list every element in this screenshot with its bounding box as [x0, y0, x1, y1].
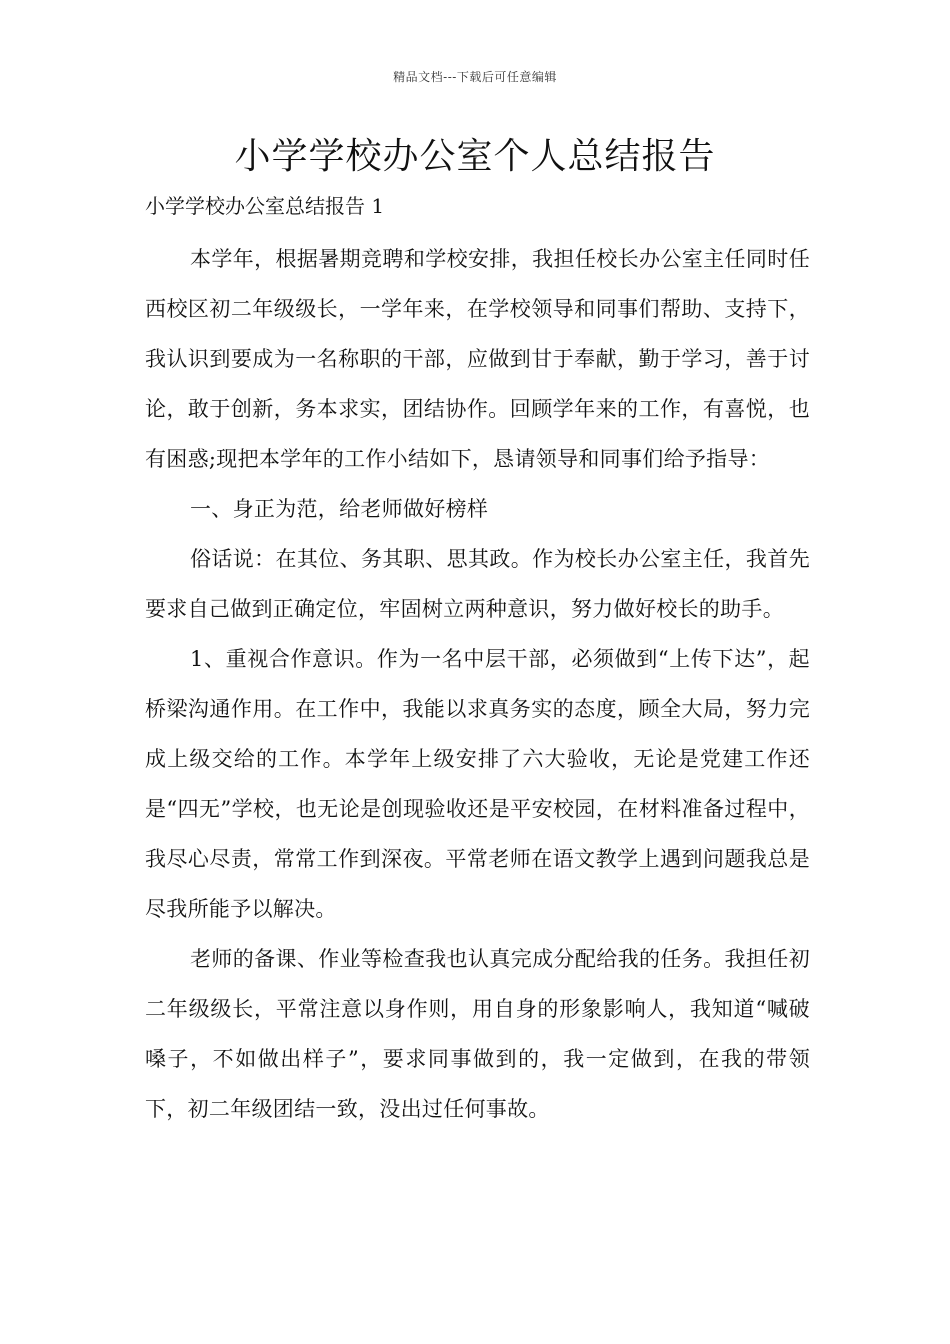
document-subtitle: 小学学校办公室总结报告 1	[145, 194, 385, 218]
paragraph-grade-leader: 老师的备课、作业等检查我也认真完成分配给我的任务。我担任初二年级级长，平常注意以身作则，用自身的形象影响人，我知道“喊破嗓子，不如做出样子”，要求同事做到的，我一定做到，在我的带领下，初二年级团结一致，没出过任何事故。	[145, 947, 810, 1121]
paragraph-cooperation: 1、重视合作意识。作为一名中层干部，必须做到“上传下达”，起桥梁沟通作用。在工作中，我能以求真务实的态度，顾全大局，努力完成上级交给的工作。本学年上级安排了六大验收，无论是党建工作还是“四无”学校，也无论是创现验收还是平安校园，在材料准备过程中，我尽心尽责，常常工作到深夜。平常老师在语文教学上遇到问题我总是尽我所能予以解决。	[145, 647, 810, 921]
section-heading: 一、身正为范，给老师做好榜样	[190, 497, 489, 521]
document-title: 小学学校办公室个人总结报告	[234, 136, 716, 177]
document-body	[145, 234, 810, 1134]
paragraph-positioning: 俗话说：在其位、务其职、思其政。作为校长办公室主任，我首先要求自己做到正确定位，牢固树立两种意识，努力做好校长的助手。	[145, 547, 810, 621]
paragraph-intro: 本学年，根据暑期竞聘和学校安排，我担任校长办公室主任同时任西校区初二年级级长，一学年来，在学校领导和同事们帮助、支持下，我认识到要成为一名称职的干部，应做到甘于奉献，勤于学习，善于讨论，敢于创新，务本求实，团结协作。回顾学年来的工作，有喜悦，也有困惑;现把本学年的工作小结如下，恳请领导和同事们给予指导：	[145, 247, 810, 471]
header-note: 精品文档---下载后可任意编辑	[393, 70, 557, 84]
